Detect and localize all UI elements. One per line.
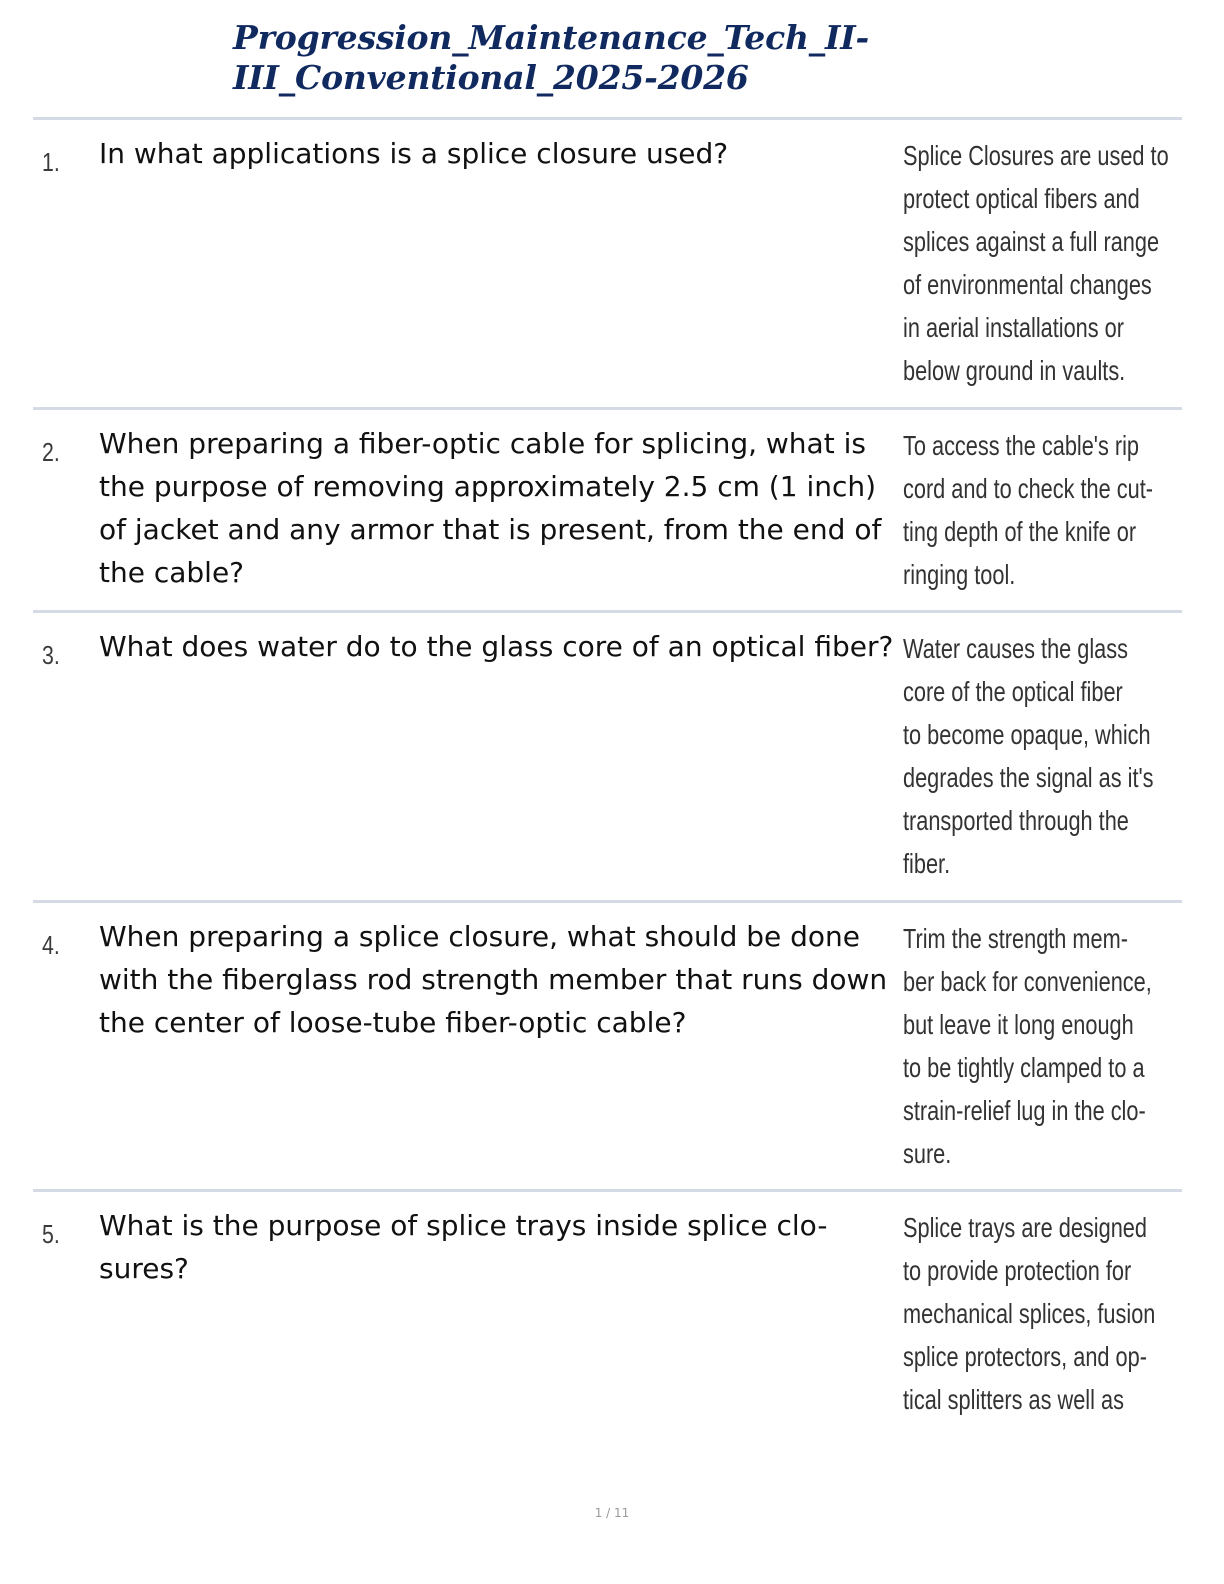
answer-text: Splice Closures are used to protect optical fibers and splices against a full range of environmental changes in aerial installations or below ground in vaults. bbox=[903, 140, 1169, 386]
answer-text: Splice trays are designed to provide protection for mechanical splices, fusion splice protectors, and op- tical splitters as well as bbox=[903, 1212, 1156, 1415]
question-number: 2. bbox=[42, 437, 60, 467]
question-text: When preparing a splice closure, what should be done with the fiberglass rod strength member that runs down the center of loose-tube fiber-optic cable? bbox=[99, 920, 888, 1039]
question-number: 5. bbox=[42, 1219, 60, 1249]
question-number: 1. bbox=[42, 147, 60, 177]
question-item-3 bbox=[33, 610, 1182, 900]
question-item-1 bbox=[33, 117, 1182, 407]
question-text: What does water do to the glass core of an optical fiber? bbox=[99, 630, 894, 663]
document-title: Progression_Maintenance_Tech_II-III_Conventional_2025-2026 bbox=[233, 18, 870, 97]
question-text: In what applications is a splice closure used? bbox=[99, 137, 729, 170]
question-number: 4. bbox=[42, 930, 60, 960]
question-text: What is the purpose of splice trays inside splice clo-sures? bbox=[99, 1209, 828, 1285]
question-text: When preparing a fiber-optic cable for splicing, what is the purpose of removing approximately 2.5 cm (1 inch) of jacket and any armor that is present, from the end of the cable? bbox=[99, 427, 882, 589]
answer-text: Water causes the glass core of the optical fiber to become opaque, which degrades the signal as it's transported through the fiber. bbox=[903, 633, 1154, 879]
answer-text: To access the cable's rip cord and to check the cut- ting depth of the knife or ringing tool. bbox=[903, 430, 1153, 590]
question-number: 3. bbox=[42, 640, 60, 670]
question-list bbox=[33, 117, 1182, 1439]
question-item-4 bbox=[33, 900, 1182, 1189]
answer-text: Trim the strength mem- ber back for convenience, but leave it long enough to be tightly clamped to a strain-relief lug in the clo- sure. bbox=[903, 923, 1152, 1169]
question-item-5 bbox=[33, 1189, 1182, 1439]
question-item-2 bbox=[33, 407, 1182, 610]
page-number: 1 / 11 bbox=[594, 1506, 630, 1520]
